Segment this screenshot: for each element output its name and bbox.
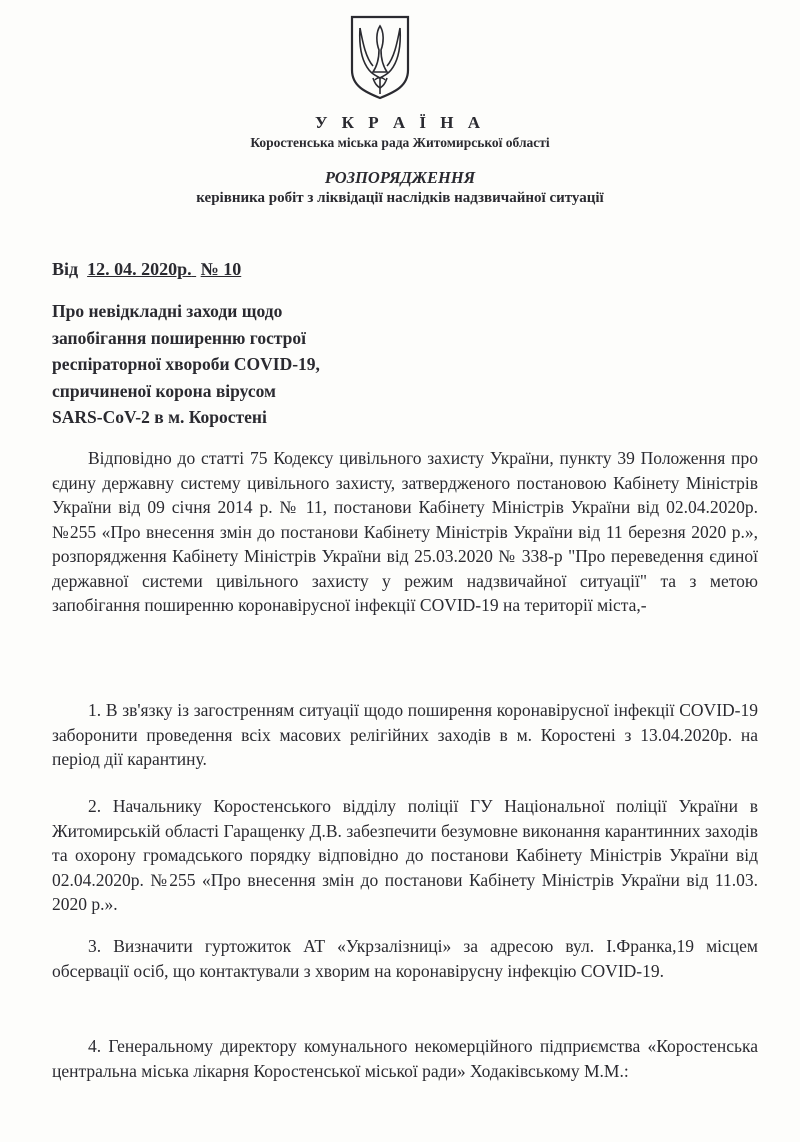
subject-line: SARS-CoV-2 в м. Коростені: [52, 407, 267, 427]
document-type: РОЗПОРЯДЖЕННЯ: [324, 168, 476, 187]
council-name: Коростенська міська рада Житомирської області: [250, 135, 550, 150]
subject-line: респіраторної хвороби COVID-19,: [52, 354, 320, 374]
order-item-3: 3. Визначити гуртожиток АТ «Укрзалізниці» за адресою вул. І.Франка,19 місцем обсервації осіб, що контактували з хворим на коронавірусну інфекцію COVID-19.: [52, 936, 758, 981]
country-title: У К Р А Ї Н А: [314, 113, 486, 132]
date-prefix: Від: [52, 259, 79, 279]
order-item-4: 4. Генеральному директору комунального некомерційного підприємства «Коростенська центральна міська лікарня Коростенської міської ради» Ходаківському М.М.:: [52, 1036, 758, 1081]
intro-paragraph: Відповідно до статті 75 Кодексу цивільного захисту України, пункту 39 Положення про єдину державну систему цивільного захисту, затвердженого постановою Кабінету Міністрів України від 09 січня 2014 р. № 11, постанови Кабінету Міністрів України від 02.04.2020р. №255 «Про внесення змін до постанови Кабінету Міністрів України від 11 березня 2020 р.», розпорядження Кабінету Міністрів України від 25.03.2020 № 338-р "Про переведення єдиної державної системи цивільного захисту у режим надзвичайної ситуації" та з метою запобігання поширенню коронавірусної інфекції COVID-19 на території міста,-: [52, 448, 758, 615]
document-date: 12. 04. 2020р.: [87, 259, 192, 279]
order-item-2: 2. Начальнику Коростенського відділу поліції ГУ Національної поліції України в Житомирській області Гаращенку Д.В. забезпечити безумовне виконання карантинних заходів та охорону громадського порядку відповідно до постанови Кабінету Міністрів України від 02.04.2020р. №255 «Про внесення змін до постанови Кабінету Міністрів України від 11.03. 2020 р.».: [52, 796, 758, 914]
document-number: № 10: [200, 259, 242, 279]
order-item-1: 1. В зв'язку із загостренням ситуації щодо поширення коронавірусної інфекції COVID-19 заборонити проведення всіх масових релігійних заходів в м. Коростені з 13.04.2020р. на період дії карантину.: [52, 700, 758, 769]
subject-line: запобігання поширенню гострої: [52, 327, 306, 348]
subject-line: спричиненої корона вірусом: [52, 380, 276, 401]
subject-line: Про невідкладні заходи щодо: [52, 301, 283, 321]
document-subject: [52, 298, 412, 431]
coat-of-arms-emblem: [349, 14, 411, 100]
document-issuer: керівника робіт з ліквідації наслідків надзвичайної ситуації: [196, 190, 604, 206]
date-number-line: [52, 259, 241, 280]
